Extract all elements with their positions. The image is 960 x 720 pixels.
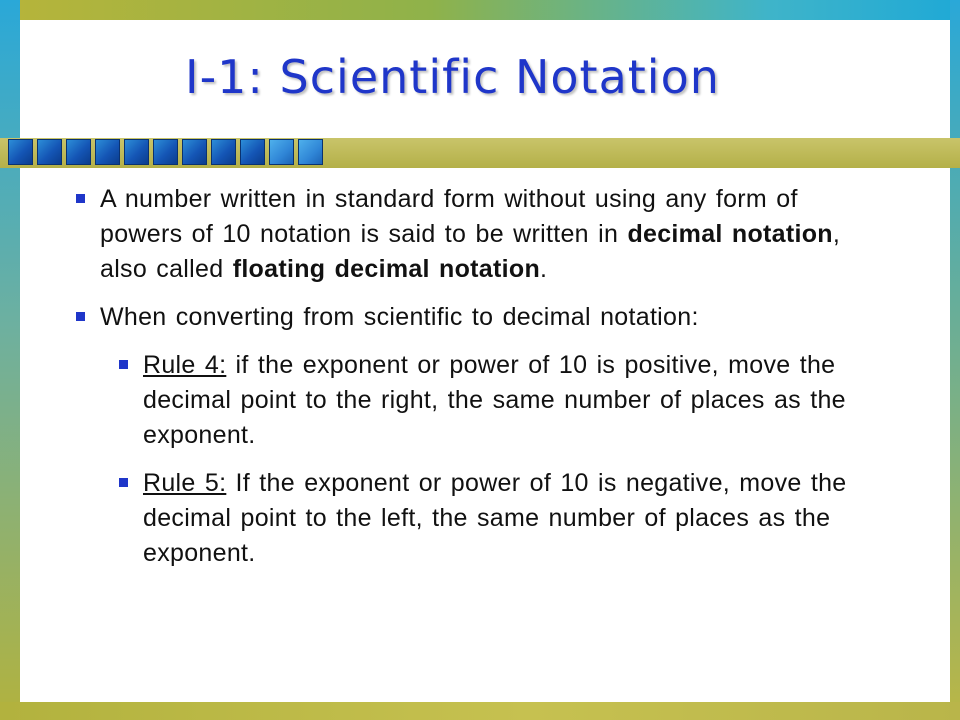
title-bar-block [37, 139, 62, 165]
title-bar-blocks [8, 139, 327, 167]
square-bullet-icon [76, 312, 85, 321]
title-bar-block [153, 139, 178, 165]
title-bar-block [182, 139, 207, 165]
title-bar-block [95, 139, 120, 165]
square-bullet-icon [76, 194, 85, 203]
bullet-decimal-notation [70, 182, 880, 287]
title-bar-block [211, 139, 236, 165]
term-decimal-notation: decimal notation [627, 220, 833, 248]
square-bullet-icon [119, 360, 128, 369]
frame-left-border [0, 0, 20, 720]
square-bullet-icon [119, 478, 128, 487]
bullet-text: A number written in standard form without using any form of powers of 10 notation is said to be written in [100, 185, 798, 248]
rule-text: If the exponent or power of 10 is negative, move the decimal point to the left, the same number of places as the exponent. [143, 469, 847, 567]
slide-body [70, 182, 880, 584]
title-bar-block [298, 139, 323, 165]
rule-text: if the exponent or power of 10 is positive, move the decimal point to the right, the same number of places as the exponent. [143, 351, 846, 449]
sub-bullet-rule-5 [113, 466, 880, 571]
slide-title: I-1: Scientific Notation [185, 50, 720, 104]
title-bar-block [66, 139, 91, 165]
title-bar-block [124, 139, 149, 165]
rule-label: Rule 5: [143, 469, 227, 497]
frame-bottom-border [0, 702, 960, 720]
rule-label: Rule 4: [143, 351, 227, 379]
title-bar-block [240, 139, 265, 165]
bullet-converting [70, 300, 880, 335]
title-decorative-bar [0, 138, 960, 168]
sub-bullet-rule-4 [113, 348, 880, 453]
title-bar-block [269, 139, 294, 165]
title-bar-block [8, 139, 33, 165]
bullet-text: . [540, 255, 548, 283]
bullet-text: When converting from scientific to decimal notation: [100, 303, 699, 331]
frame-top-border [0, 0, 960, 20]
bullet-text: , also called [100, 220, 841, 283]
term-floating-decimal-notation: floating decimal notation [232, 255, 541, 283]
frame-right-border [950, 0, 960, 720]
